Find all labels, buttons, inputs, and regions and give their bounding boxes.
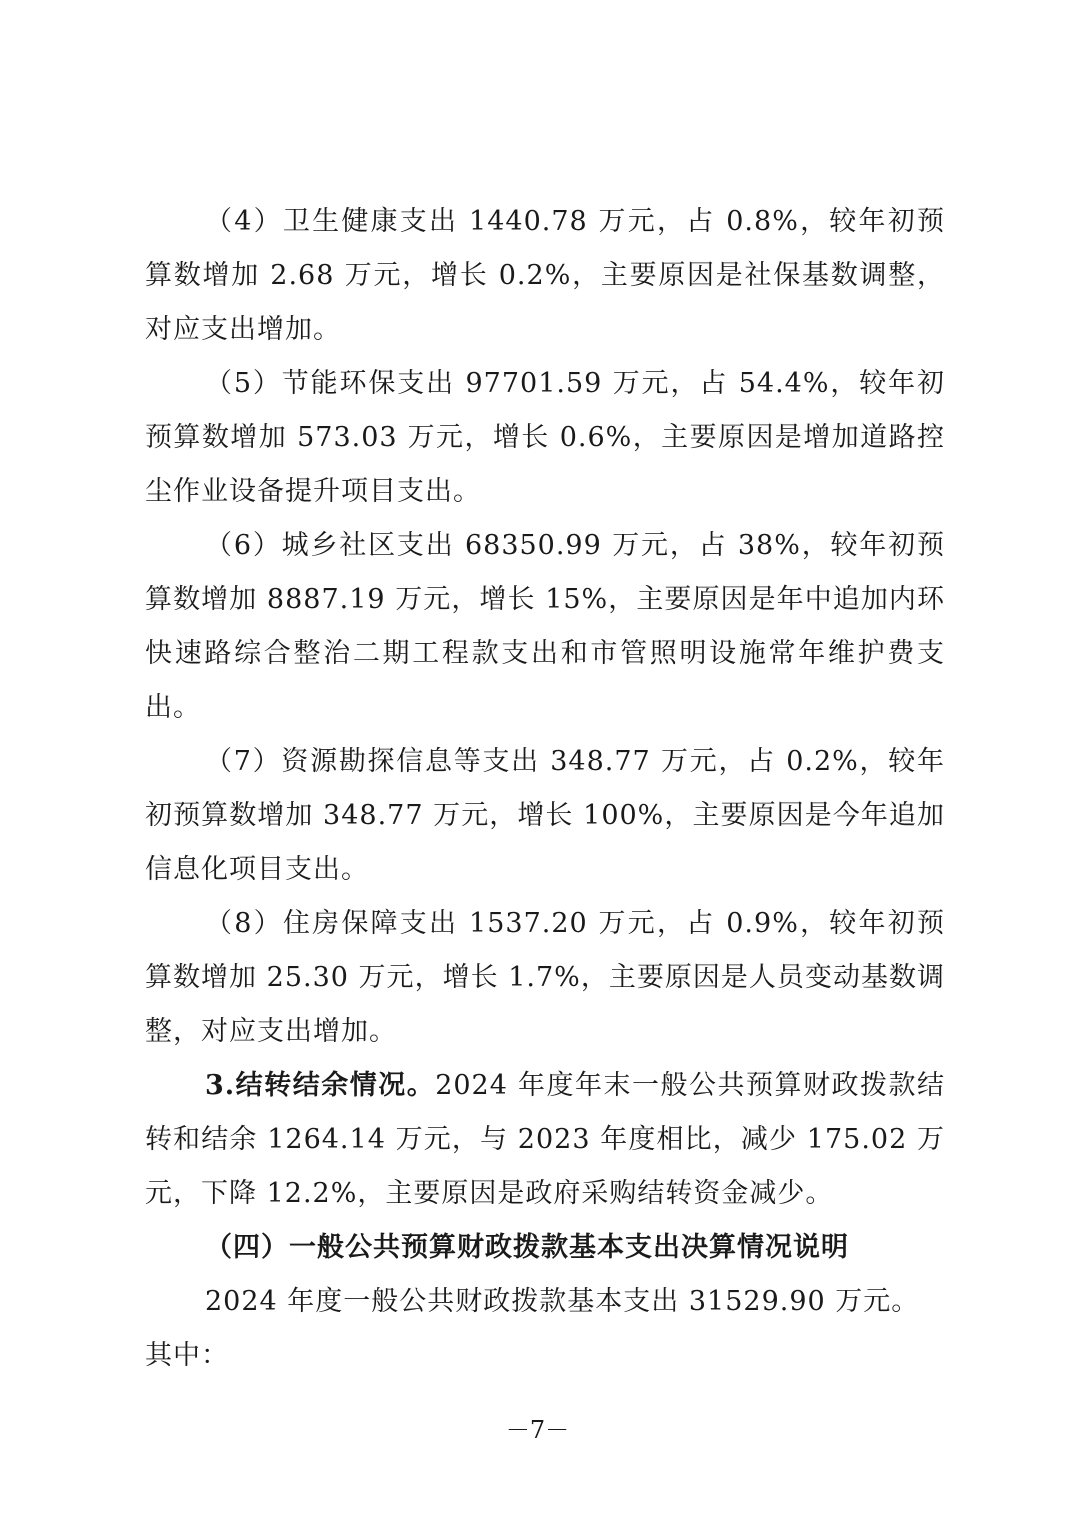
paragraph-among: 其中：: [145, 1340, 229, 1371]
paragraph-environment-expenditure: （5）节能环保支出 97701.59 万元，占 54.4%，较年初预算数增加 573.03 万元，增长 0.6%，主要原因是增加道路控尘作业设备提升项目支出。: [145, 368, 945, 507]
paragraph-health-expenditure: （4）卫生健康支出 1440.78 万元，占 0.8%，较年初预算数增加 2.68 万元，增长 0.2%，主要原因是社保基数调整，对应支出增加。: [145, 206, 945, 345]
paragraph-carryover: [145, 1059, 945, 1221]
document-body: [145, 195, 945, 1383]
carryover-label: 3.结转结余情况。: [205, 1070, 436, 1101]
paragraph-housing-expenditure: （8）住房保障支出 1537.20 万元，占 0.9%，较年初预算数增加 25.30 万元，增长 1.7%，主要原因是人员变动基数调整，对应支出增加。: [145, 908, 945, 1047]
paragraph-urban-rural-expenditure: （6）城乡社区支出 68350.99 万元，占 38%，较年初预算数增加 8887.19 万元，增长 15%，主要原因是年中追加内环快速路综合整治二期工程款支出和市管照明设施常年维护费支出。: [145, 530, 945, 723]
paragraph-resource-expenditure: （7）资源勘探信息等支出 348.77 万元，占 0.2%，较年初预算数增加 348.77 万元，增长 100%，主要原因是今年追加信息化项目支出。: [145, 746, 945, 885]
carryover-text: 2024 年度年末一般公共预算财政拨款结转和结余 1264.14 万元，与 2023 年度相比，减少 175.02 万元，下降 12.2%，主要原因是政府采购结转资金减少。: [145, 1070, 946, 1209]
section-heading: （四）一般公共预算财政拨款基本支出决算情况说明: [205, 1232, 849, 1263]
page-number: －7－: [505, 1416, 570, 1444]
paragraph-basic-expense: 2024 年度一般公共财政拨款基本支出 31529.90 万元。: [205, 1286, 920, 1317]
